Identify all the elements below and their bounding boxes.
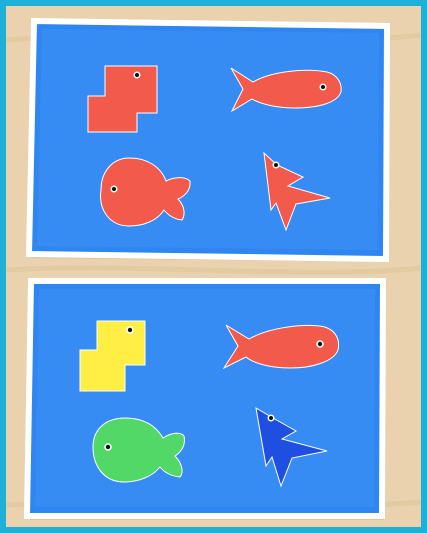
yellow-block-fish-pupil (128, 328, 132, 332)
green-round-fish-pupil (106, 445, 110, 449)
top-card (29, 21, 389, 262)
red-arrow-fish-pupil (274, 163, 278, 167)
red-block-fish-pupil (135, 73, 139, 77)
bottom-card-inner (35, 289, 375, 507)
blue-arrow-fish-pupil (269, 416, 273, 420)
top-card-inner (37, 29, 379, 250)
red-long-fish-top-pupil (321, 85, 325, 89)
bottom-card (27, 281, 385, 520)
red-round-fish-pupil (112, 187, 116, 191)
red-long-fish-bottom-pupil (318, 342, 322, 346)
